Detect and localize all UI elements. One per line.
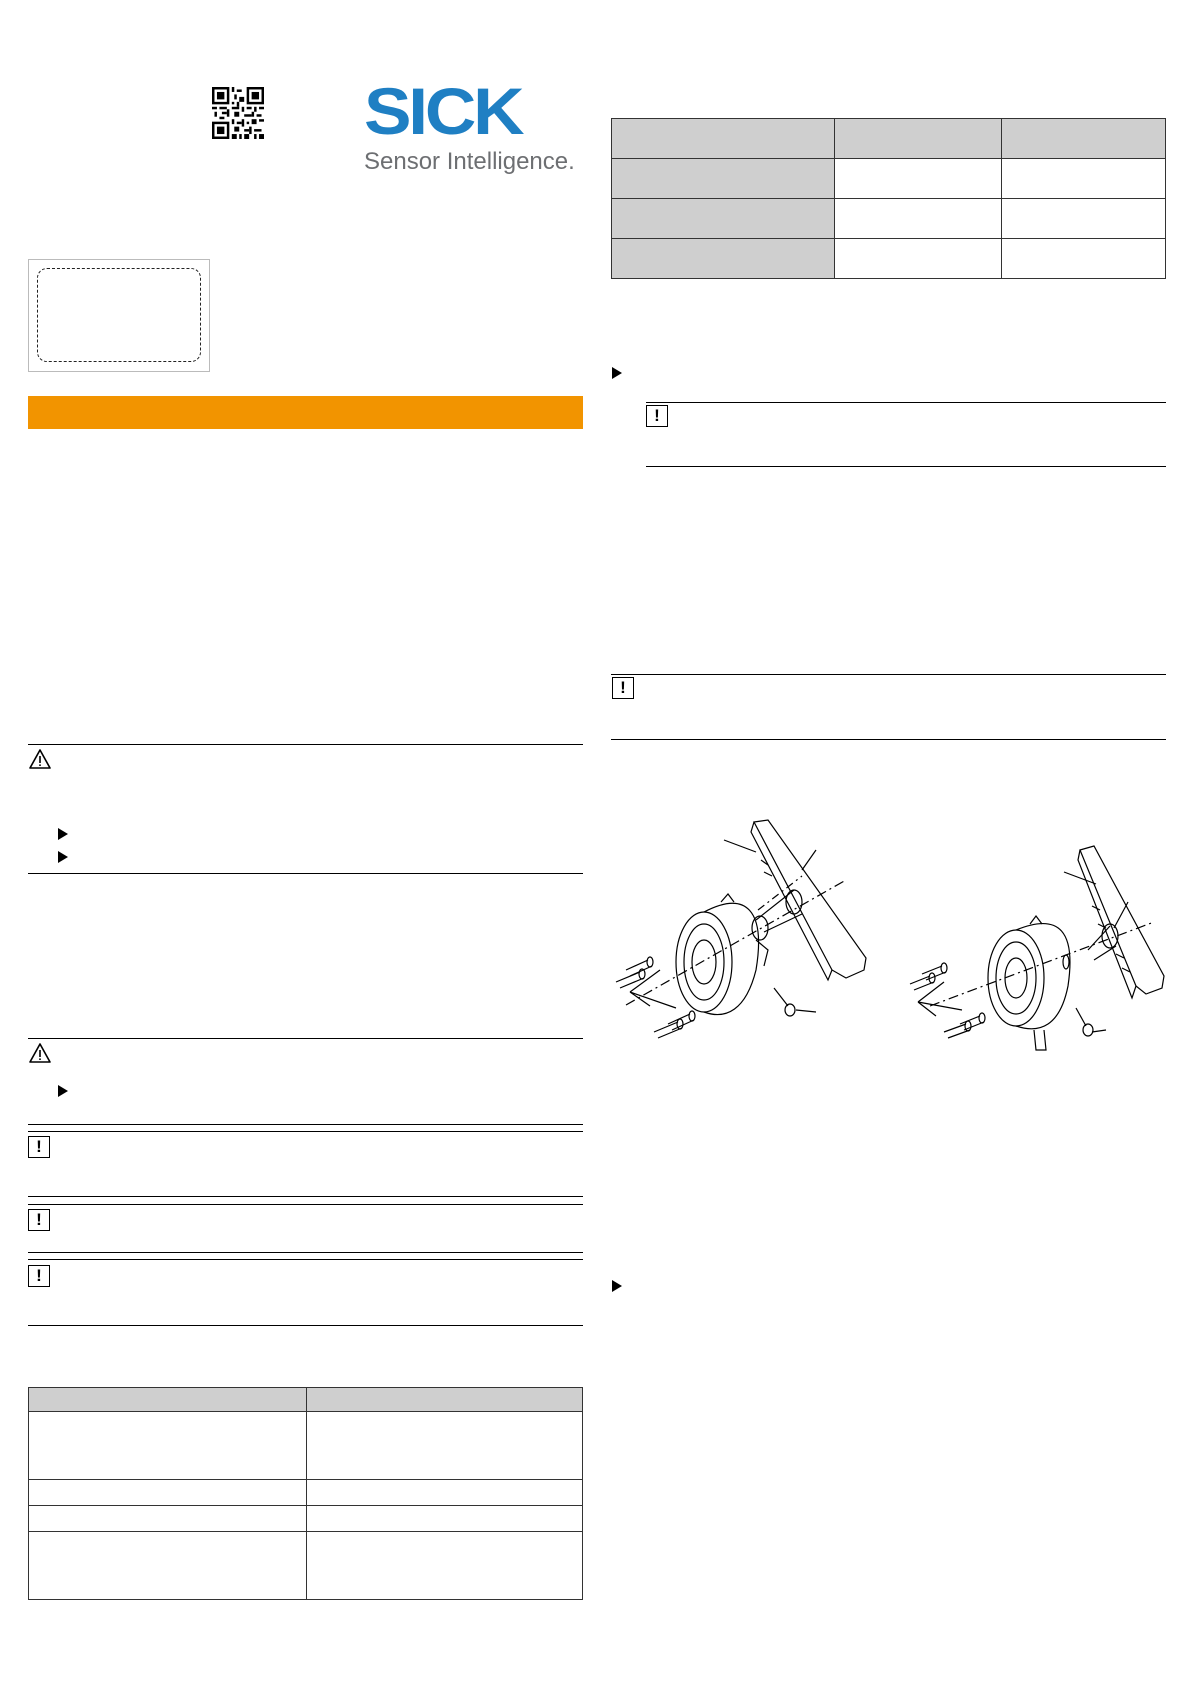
notice-exclamation-icon: !	[28, 1265, 50, 1287]
divider	[28, 1124, 583, 1125]
divider	[28, 1325, 583, 1326]
overview-table	[611, 118, 1166, 279]
divider	[611, 739, 1166, 740]
table-cell	[307, 1480, 583, 1506]
brand-logo: SICK	[364, 74, 522, 148]
table-cell	[307, 1412, 583, 1480]
divider	[28, 1038, 583, 1039]
table-header-cell	[835, 119, 1002, 159]
notice-exclamation-icon: !	[28, 1136, 50, 1158]
divider	[646, 402, 1166, 403]
table-row-label	[612, 239, 835, 279]
table-cell	[835, 199, 1002, 239]
bullet-arrow-icon	[612, 367, 622, 379]
table-cell	[29, 1412, 307, 1480]
table-header-cell	[1002, 119, 1166, 159]
table-header-cell	[307, 1388, 583, 1412]
divider	[28, 1196, 583, 1197]
divider	[28, 1204, 583, 1205]
table-cell	[1002, 159, 1166, 199]
table-header-cell	[29, 1388, 307, 1412]
brand-tagline: Sensor Intelligence.	[364, 148, 575, 175]
encoder-mounting-illustration	[606, 810, 882, 1055]
notice-exclamation-icon: !	[646, 405, 668, 427]
label-dashed-frame	[37, 268, 201, 362]
table-cell	[835, 159, 1002, 199]
section-header-bar	[28, 396, 583, 429]
divider	[28, 744, 583, 745]
notice-exclamation-icon: !	[612, 677, 634, 699]
table-row-label	[612, 159, 835, 199]
bullet-arrow-icon	[58, 828, 68, 840]
table-cell	[29, 1532, 307, 1600]
table-cell	[1002, 199, 1166, 239]
warning-triangle-icon	[28, 748, 52, 770]
divider	[28, 1252, 583, 1253]
divider	[28, 1259, 583, 1260]
bullet-arrow-icon	[58, 851, 68, 863]
divider	[28, 873, 583, 874]
table-row-label	[612, 199, 835, 239]
table-cell	[307, 1506, 583, 1532]
table-cell	[29, 1480, 307, 1506]
qr-code-icon	[212, 87, 264, 139]
table-cell	[1002, 239, 1166, 279]
bullet-arrow-icon	[58, 1085, 68, 1097]
specification-table	[28, 1387, 583, 1600]
warning-triangle-icon	[28, 1042, 52, 1064]
divider	[28, 1131, 583, 1132]
encoder-mounting-illustration	[900, 836, 1170, 1058]
divider	[646, 466, 1166, 467]
notice-exclamation-icon: !	[28, 1209, 50, 1231]
bullet-arrow-icon	[612, 1280, 622, 1292]
divider	[611, 674, 1166, 675]
table-cell	[307, 1532, 583, 1600]
table-cell	[29, 1506, 307, 1532]
table-header-cell	[612, 119, 835, 159]
table-cell	[835, 239, 1002, 279]
